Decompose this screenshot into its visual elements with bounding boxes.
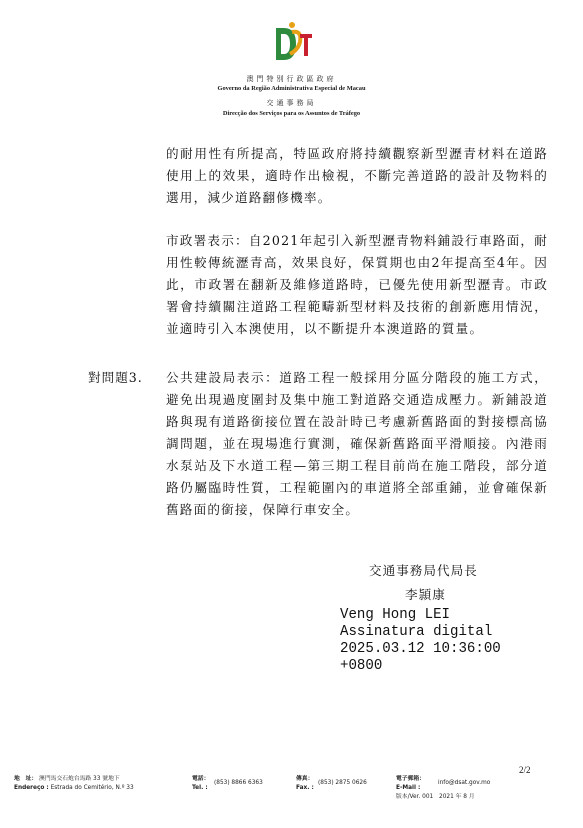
question-3-label: 對問題3. — [88, 370, 143, 385]
body-paragraph-3: 公共建設局表示：道路工程一般採用分區分階段的施工方式，避免出現過度圍封及集中施工對道路交通造成壓力。新鋪設道路與現有道路銜接位置在設計時已考慮新舊路面的對接標高協調問題，並在現場進行實測，確保新舊路面平滑順接。內港雨水泵站及下水道工程—第三期工程目前尚在施工階段，部分道路仍屬臨時性質，工程範圍內的車道將全部重鋪，並會確保新舊路面的銜接，保障行車安全。 — [166, 370, 548, 517]
footer-fax-number: (853) 2875 0626 — [318, 780, 367, 786]
footer-version: 版本/Ver. 001 2021 年 8 月 — [396, 794, 475, 800]
digital-signature-datetime: 2025.03.12 10:36:00 — [340, 640, 501, 657]
signatory-name: 李頴康 — [405, 587, 446, 602]
footer-fax: 傳真： Fax. : — [296, 776, 314, 791]
body-paragraph-2: 市政署表示：自2021年起引入新型瀝青物料鋪設行車路面，耐用性較傳統瀝青高，效果良好，保質期也由2年提高至4年。因此，市政署在翻新及維修道路時，已優先使用新型瀝青。市政署會持續關注道路工程範疇新型材料及技術的創新應用情況，並適時引入本澳使用，以不斷提升本澳道路的質量。 — [166, 233, 548, 336]
digital-signature-name: Veng Hong LEI — [340, 606, 451, 623]
footer-phone: 電話： Tel. : — [192, 776, 210, 791]
government-name-zh: 澳門特別行政區政府 — [246, 75, 337, 83]
department-name-pt: Direcção dos Serviços para os Assuntos de Tráfego — [222, 110, 361, 117]
government-name-pt: Governo da Região Administrativa Especial de Macau — [217, 85, 366, 92]
department-name-zh: 交通事務局 — [266, 99, 317, 107]
digital-signature-timezone: +0800 — [340, 657, 383, 674]
signatory-title: 交通事務局代局長 — [369, 563, 478, 578]
footer-address: 地 址： 澳門馬交石炮台馬路 33 號地下 Endereço : Estrada do Cemitério, N.º 33 — [14, 776, 134, 791]
footer-email-address: info@dsat.gov.mo — [438, 780, 491, 786]
footer-email: 電子郵箱： E-Mail : — [396, 776, 425, 791]
body-paragraph-1: 的耐用性有所提高，特區政府將持續觀察新型瀝青材料在道路使用上的效果，適時作出檢視，不斷完善道路的設計及物料的選用，減少道路翻修機率。 — [166, 146, 548, 205]
digital-signature-label: Assinatura digital — [340, 623, 493, 640]
dsat-logo-icon — [270, 20, 316, 66]
page-number: 2/2 — [519, 765, 531, 775]
footer-phone-number: (853) 8866 6363 — [214, 780, 263, 786]
digital-signature-block — [340, 606, 501, 674]
